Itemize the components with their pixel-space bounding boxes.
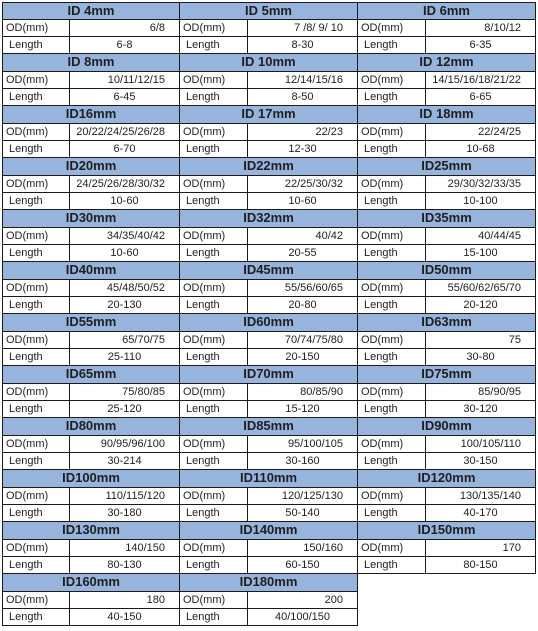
od-row	[180, 228, 358, 245]
length-value: 15-120	[248, 401, 358, 418]
od-label: OD(mm)	[2, 384, 70, 401]
od-value: 29/30/32/33/35	[426, 176, 536, 193]
inner-diameter-header: ID63mm	[358, 314, 536, 332]
length-value: 6-35	[426, 37, 536, 54]
od-row	[2, 72, 180, 89]
od-row	[358, 72, 536, 89]
od-row	[180, 280, 358, 297]
size-block	[2, 106, 180, 158]
length-row	[2, 193, 180, 210]
length-row	[2, 453, 180, 470]
table-row	[2, 210, 536, 262]
length-value: 30-150	[426, 453, 536, 470]
length-row	[358, 401, 536, 418]
od-value: 150/160	[248, 540, 358, 557]
od-row	[2, 280, 180, 297]
od-value: 22/23	[248, 124, 358, 141]
inner-diameter-header: ID140mm	[180, 522, 358, 540]
length-label: Length	[180, 505, 248, 522]
length-value: 25-110	[70, 349, 180, 366]
length-value: 30-120	[426, 401, 536, 418]
length-row	[2, 89, 180, 106]
inner-diameter-header: ID22mm	[180, 158, 358, 176]
od-value: 8/10/12	[426, 20, 536, 37]
od-label: OD(mm)	[2, 332, 70, 349]
inner-diameter-header: ID 5mm	[180, 2, 358, 20]
length-value: 20-150	[248, 349, 358, 366]
inner-diameter-header: ID45mm	[180, 262, 358, 280]
size-block	[2, 158, 180, 210]
od-value: 110/115/120	[70, 488, 180, 505]
length-label: Length	[2, 557, 70, 574]
size-block	[2, 522, 180, 574]
inner-diameter-header: ID75mm	[358, 366, 536, 384]
inner-diameter-header: ID25mm	[358, 158, 536, 176]
inner-diameter-header: ID85mm	[180, 418, 358, 436]
od-value: 12/14/15/16	[248, 72, 358, 89]
od-value: 95/100/105	[248, 436, 358, 453]
od-value: 75/80/85	[70, 384, 180, 401]
od-row	[358, 124, 536, 141]
od-label: OD(mm)	[358, 488, 426, 505]
length-value: 30-214	[70, 453, 180, 470]
length-value: 10-68	[426, 141, 536, 158]
length-value: 10-60	[248, 193, 358, 210]
od-row	[358, 176, 536, 193]
length-row	[180, 349, 358, 366]
size-block	[180, 106, 358, 158]
od-row	[2, 20, 180, 37]
length-label: Length	[358, 557, 426, 574]
inner-diameter-header: ID150mm	[358, 522, 536, 540]
length-value: 80-150	[426, 557, 536, 574]
od-label: OD(mm)	[358, 280, 426, 297]
table-row	[2, 158, 536, 210]
od-row	[180, 592, 358, 609]
length-label: Length	[2, 349, 70, 366]
od-label: OD(mm)	[2, 592, 70, 609]
od-label: OD(mm)	[2, 540, 70, 557]
length-value: 25-120	[70, 401, 180, 418]
od-label: OD(mm)	[358, 176, 426, 193]
table-row	[2, 106, 536, 158]
length-value: 6-45	[70, 89, 180, 106]
size-block	[180, 418, 358, 470]
length-value: 40-170	[426, 505, 536, 522]
length-label: Length	[2, 141, 70, 158]
od-label: OD(mm)	[180, 280, 248, 297]
size-block	[358, 210, 536, 262]
length-row	[180, 37, 358, 54]
od-label: OD(mm)	[2, 72, 70, 89]
length-label: Length	[358, 193, 426, 210]
length-row	[2, 609, 180, 626]
length-value: 6-70	[70, 141, 180, 158]
table-row	[2, 314, 536, 366]
length-row	[358, 193, 536, 210]
inner-diameter-header: ID60mm	[180, 314, 358, 332]
inner-diameter-header: ID130mm	[2, 522, 180, 540]
size-block	[2, 314, 180, 366]
od-label: OD(mm)	[180, 176, 248, 193]
size-block	[180, 210, 358, 262]
inner-diameter-header: ID90mm	[358, 418, 536, 436]
od-label: OD(mm)	[180, 592, 248, 609]
size-block	[180, 574, 358, 626]
table-row	[2, 418, 536, 470]
od-value: 45/48/50/52	[70, 280, 180, 297]
length-label: Length	[358, 453, 426, 470]
od-label: OD(mm)	[2, 436, 70, 453]
od-label: OD(mm)	[358, 384, 426, 401]
length-value: 40/100/150	[248, 609, 358, 626]
length-value: 10-100	[426, 193, 536, 210]
length-label: Length	[180, 349, 248, 366]
od-value: 170	[426, 540, 536, 557]
length-value: 30-160	[248, 453, 358, 470]
od-label: OD(mm)	[2, 176, 70, 193]
od-row	[358, 488, 536, 505]
length-label: Length	[180, 193, 248, 210]
length-label: Length	[358, 349, 426, 366]
inner-diameter-header: ID16mm	[2, 106, 180, 124]
od-label: OD(mm)	[180, 384, 248, 401]
size-block	[180, 262, 358, 314]
length-row	[180, 401, 358, 418]
inner-diameter-header: ID100mm	[2, 470, 180, 488]
length-value: 80-130	[70, 557, 180, 574]
length-label: Length	[2, 401, 70, 418]
od-value: 90/95/96/100	[70, 436, 180, 453]
od-value: 7 /8/ 9/ 10	[248, 20, 358, 37]
size-block	[2, 470, 180, 522]
od-row	[358, 332, 536, 349]
size-block	[180, 470, 358, 522]
inner-diameter-header: ID32mm	[180, 210, 358, 228]
od-row	[358, 540, 536, 557]
length-row	[358, 37, 536, 54]
length-row	[2, 141, 180, 158]
od-value: 40/42	[248, 228, 358, 245]
inner-diameter-header: ID 8mm	[2, 54, 180, 72]
length-value: 60-150	[248, 557, 358, 574]
length-label: Length	[358, 89, 426, 106]
length-label: Length	[358, 37, 426, 54]
length-label: Length	[358, 401, 426, 418]
od-row	[358, 280, 536, 297]
length-row	[2, 297, 180, 314]
od-label: OD(mm)	[180, 72, 248, 89]
od-label: OD(mm)	[358, 124, 426, 141]
od-label: OD(mm)	[180, 332, 248, 349]
size-block	[180, 366, 358, 418]
length-label: Length	[180, 297, 248, 314]
length-value: 30-180	[70, 505, 180, 522]
inner-diameter-header: ID80mm	[2, 418, 180, 436]
table-row	[2, 54, 536, 106]
od-value: 200	[248, 592, 358, 609]
size-spec-table	[2, 2, 536, 626]
od-value: 20/22/24/25/26/28	[70, 124, 180, 141]
length-row	[358, 557, 536, 574]
size-block	[2, 262, 180, 314]
length-value: 12-30	[248, 141, 358, 158]
table-row	[2, 366, 536, 418]
size-block	[358, 366, 536, 418]
od-value: 6/8	[70, 20, 180, 37]
length-value: 20-80	[248, 297, 358, 314]
table-row	[2, 470, 536, 522]
length-label: Length	[2, 609, 70, 626]
inner-diameter-header: ID 17mm	[180, 106, 358, 124]
length-value: 50-140	[248, 505, 358, 522]
inner-diameter-header: ID40mm	[2, 262, 180, 280]
length-value: 15-100	[426, 245, 536, 262]
od-value: 85/90/95	[426, 384, 536, 401]
length-row	[2, 505, 180, 522]
size-block	[358, 314, 536, 366]
length-label: Length	[358, 141, 426, 158]
inner-diameter-header: ID 4mm	[2, 2, 180, 20]
size-block	[2, 2, 180, 54]
od-value: 180	[70, 592, 180, 609]
od-value: 100/105/110	[426, 436, 536, 453]
length-row	[2, 37, 180, 54]
od-label: OD(mm)	[180, 228, 248, 245]
length-label: Length	[180, 37, 248, 54]
od-row	[2, 332, 180, 349]
length-value: 20-130	[70, 297, 180, 314]
inner-diameter-header: ID120mm	[358, 470, 536, 488]
length-label: Length	[358, 245, 426, 262]
length-row	[180, 505, 358, 522]
size-block	[180, 314, 358, 366]
od-value: 120/125/130	[248, 488, 358, 505]
length-label: Length	[358, 297, 426, 314]
length-label: Length	[180, 89, 248, 106]
od-value: 65/70/75	[70, 332, 180, 349]
length-row	[180, 297, 358, 314]
od-row	[180, 72, 358, 89]
od-row	[180, 436, 358, 453]
length-row	[358, 349, 536, 366]
length-label: Length	[2, 245, 70, 262]
od-row	[358, 20, 536, 37]
length-label: Length	[180, 453, 248, 470]
length-value: 40-150	[70, 609, 180, 626]
size-block	[180, 54, 358, 106]
length-value: 10-60	[70, 193, 180, 210]
od-row	[358, 228, 536, 245]
length-label: Length	[180, 609, 248, 626]
inner-diameter-header: ID 6mm	[358, 2, 536, 20]
od-label: OD(mm)	[180, 540, 248, 557]
size-block	[2, 54, 180, 106]
length-value: 8-50	[248, 89, 358, 106]
inner-diameter-header: ID 12mm	[358, 54, 536, 72]
od-value: 70/74/75/80	[248, 332, 358, 349]
od-value: 24/25/26/28/30/32	[70, 176, 180, 193]
length-label: Length	[2, 505, 70, 522]
inner-diameter-header: ID50mm	[358, 262, 536, 280]
inner-diameter-header: ID160mm	[2, 574, 180, 592]
size-block	[358, 470, 536, 522]
length-row	[358, 505, 536, 522]
size-block	[358, 106, 536, 158]
inner-diameter-header: ID110mm	[180, 470, 358, 488]
od-row	[2, 436, 180, 453]
od-row	[180, 124, 358, 141]
od-row	[2, 540, 180, 557]
od-row	[180, 332, 358, 349]
size-block	[180, 2, 358, 54]
od-label: OD(mm)	[2, 280, 70, 297]
od-value: 22/24/25	[426, 124, 536, 141]
od-label: OD(mm)	[358, 20, 426, 37]
size-block	[2, 418, 180, 470]
inner-diameter-header: ID 10mm	[180, 54, 358, 72]
length-label: Length	[2, 37, 70, 54]
od-value: 55/60/62/65/70	[426, 280, 536, 297]
length-row	[180, 141, 358, 158]
inner-diameter-header: ID20mm	[2, 158, 180, 176]
length-row	[180, 193, 358, 210]
length-label: Length	[2, 297, 70, 314]
od-row	[358, 384, 536, 401]
od-row	[180, 176, 358, 193]
length-value: 10-60	[70, 245, 180, 262]
od-label: OD(mm)	[180, 488, 248, 505]
inner-diameter-header: ID70mm	[180, 366, 358, 384]
length-value: 20-120	[426, 297, 536, 314]
length-row	[358, 245, 536, 262]
length-label: Length	[2, 193, 70, 210]
length-label: Length	[180, 557, 248, 574]
od-row	[2, 592, 180, 609]
od-row	[2, 228, 180, 245]
od-row	[2, 488, 180, 505]
inner-diameter-header: ID65mm	[2, 366, 180, 384]
od-row	[180, 488, 358, 505]
od-label: OD(mm)	[180, 436, 248, 453]
length-label: Length	[2, 89, 70, 106]
length-row	[2, 557, 180, 574]
size-block	[180, 158, 358, 210]
size-block	[2, 210, 180, 262]
od-label: OD(mm)	[2, 488, 70, 505]
inner-diameter-header: ID180mm	[180, 574, 358, 592]
od-label: OD(mm)	[2, 124, 70, 141]
length-row	[358, 141, 536, 158]
od-label: OD(mm)	[2, 20, 70, 37]
od-value: 10/11/12/15	[70, 72, 180, 89]
length-value: 20-55	[248, 245, 358, 262]
od-label: OD(mm)	[358, 436, 426, 453]
od-label: OD(mm)	[2, 228, 70, 245]
length-value: 6-8	[70, 37, 180, 54]
od-label: OD(mm)	[358, 540, 426, 557]
od-label: OD(mm)	[358, 72, 426, 89]
inner-diameter-header: ID 18mm	[358, 106, 536, 124]
od-value: 22/25/30/32	[248, 176, 358, 193]
length-row	[180, 453, 358, 470]
inner-diameter-header: ID35mm	[358, 210, 536, 228]
od-value: 14/15/16/18/21/22	[426, 72, 536, 89]
od-row	[180, 20, 358, 37]
length-row	[180, 89, 358, 106]
od-label: OD(mm)	[180, 20, 248, 37]
od-row	[358, 436, 536, 453]
length-label: Length	[180, 245, 248, 262]
length-row	[180, 245, 358, 262]
od-row	[2, 384, 180, 401]
length-row	[2, 245, 180, 262]
length-row	[358, 453, 536, 470]
od-row	[2, 176, 180, 193]
length-label: Length	[2, 453, 70, 470]
od-row	[180, 540, 358, 557]
length-row	[358, 297, 536, 314]
od-row	[180, 384, 358, 401]
length-row	[2, 349, 180, 366]
length-value: 6-65	[426, 89, 536, 106]
size-block	[358, 158, 536, 210]
size-block	[2, 366, 180, 418]
length-row	[180, 557, 358, 574]
od-value: 34/35/40/42	[70, 228, 180, 245]
length-row	[180, 609, 358, 626]
od-label: OD(mm)	[180, 124, 248, 141]
table-row	[2, 2, 536, 54]
inner-diameter-header: ID30mm	[2, 210, 180, 228]
length-row	[358, 89, 536, 106]
od-value: 40/44/45	[426, 228, 536, 245]
table-row	[2, 262, 536, 314]
table-row	[2, 574, 536, 626]
length-label: Length	[180, 141, 248, 158]
od-label: OD(mm)	[358, 228, 426, 245]
od-row	[2, 124, 180, 141]
od-value: 140/150	[70, 540, 180, 557]
od-value: 80/85/90	[248, 384, 358, 401]
inner-diameter-header: ID55mm	[2, 314, 180, 332]
size-block	[358, 2, 536, 54]
size-block	[180, 522, 358, 574]
od-value: 130/135/140	[426, 488, 536, 505]
size-block	[358, 418, 536, 470]
size-block	[358, 54, 536, 106]
size-block	[358, 262, 536, 314]
table-row	[2, 522, 536, 574]
size-block	[358, 522, 536, 574]
length-value: 8-30	[248, 37, 358, 54]
length-label: Length	[180, 401, 248, 418]
length-value: 30-80	[426, 349, 536, 366]
od-value: 55/56/60/65	[248, 280, 358, 297]
length-row	[2, 401, 180, 418]
od-value: 75	[426, 332, 536, 349]
size-block	[2, 574, 180, 626]
length-label: Length	[358, 505, 426, 522]
od-label: OD(mm)	[358, 332, 426, 349]
